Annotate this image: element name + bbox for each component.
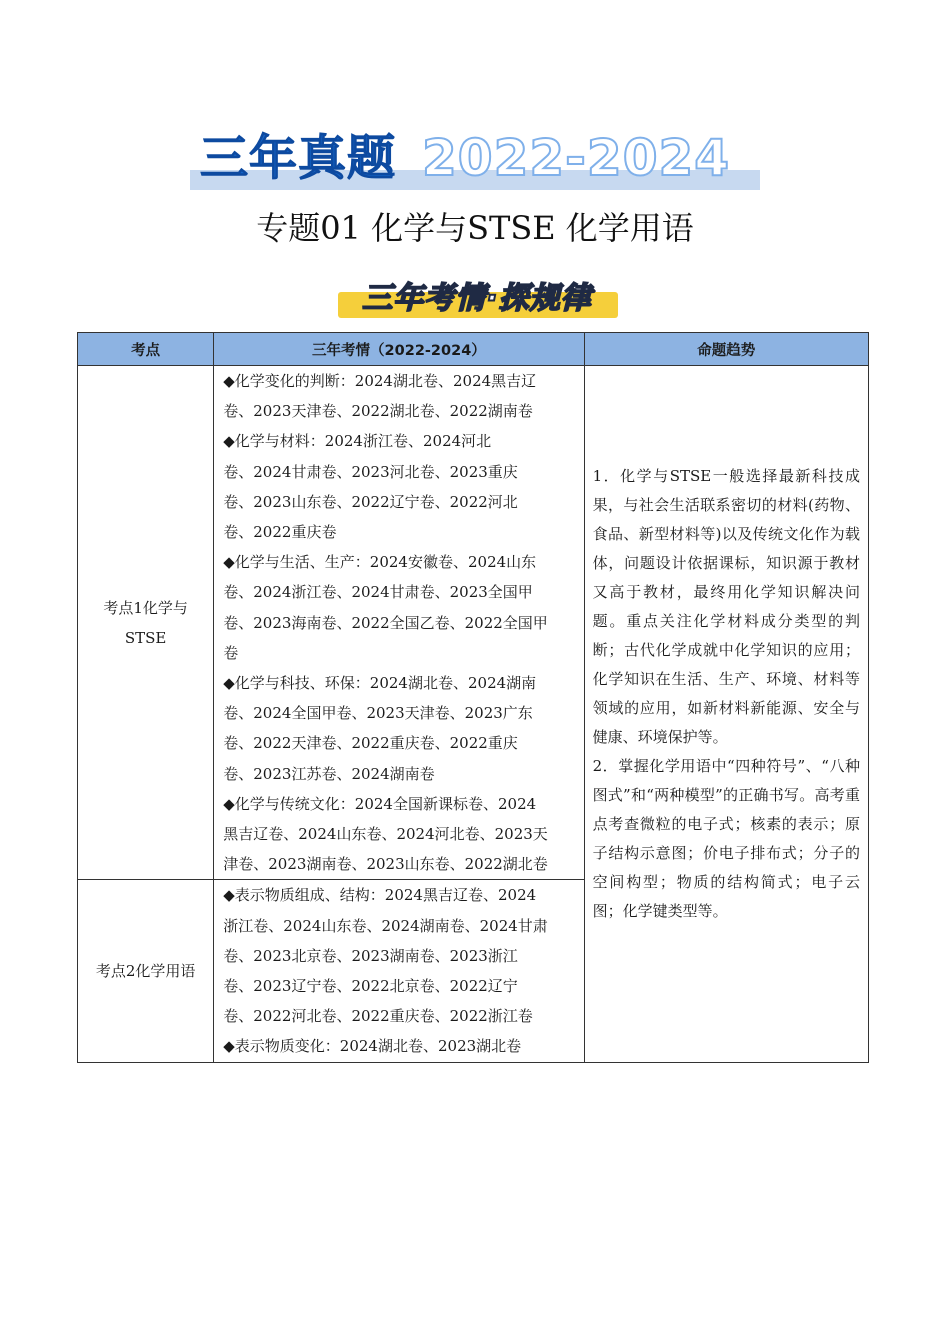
exam-line: ◆化学与传统文化：2024全国新课标卷、2024: [223, 794, 537, 813]
exam-line: 卷、2023海南卷、2022全国乙卷、2022全国甲: [223, 613, 548, 632]
exam-line: ◆化学与科技、环保：2024湖北卷、2024湖南: [223, 674, 537, 693]
banner: [190, 128, 760, 190]
exam-line: ◆化学与生活、生产：2024安徽卷、2024山东: [223, 553, 537, 572]
exam-line: 卷、2023山东卷、2022辽宁卷、2022河北: [223, 492, 518, 511]
exam-line: 卷、2024全国甲卷、2023天津卷、2023广东: [223, 704, 533, 723]
exam-line: 黑吉辽卷、2024山东卷、2024河北卷、2023天: [223, 825, 548, 844]
exam-line: 卷、2024浙江卷、2024甘肃卷、2023全国甲: [223, 583, 533, 602]
exam-line: ◆表示物质组成、结构：2024黑吉辽卷、2024: [223, 886, 537, 905]
exam-line: ◆化学变化的判断：2024湖北卷、2024黑吉辽: [223, 372, 537, 390]
header-topic: 考点: [78, 333, 214, 366]
exam-line: 卷、2023辽宁卷、2022北京卷、2022辽宁: [223, 977, 518, 996]
exam-line: 浙江卷、2024山东卷、2024湖南卷、2024甘肃: [223, 916, 548, 935]
trend-paragraph-1: 1．化学与STSE一般选择最新科技成果，与社会生活联系密切的材料(药物、食品、新型材料等)以及传统文化作为载体，问题设计依据课标，知识源于教材又高于教材，最终用化学知识解决问题。重点关注化学材料成分类型的判断；古代化学成就中化学知识的应用；化学知识在生活、生产、环境、材料等领域的应用，如新材料新能源、安全与健康、环境保护等。: [592, 467, 860, 746]
section-subtitle: [332, 278, 622, 322]
banner-text-years: 2022-2024: [422, 129, 731, 187]
exam-line: 卷、2022重庆卷: [223, 523, 337, 542]
exam-line: 卷、2022天津卷、2022重庆卷、2022重庆: [223, 734, 518, 753]
table-row: [78, 366, 869, 880]
table-header-row: [78, 333, 869, 366]
trend-paragraph-2: 2．掌握化学用语中“四种符号”、“八种图式”和“两种模型”的正确书写。高考重点考查微粒的电子式；核素的表示；原子结构示意图；价电子排布式；分子的空间构型；物质的结构简式；电子云图；化学键类型等。: [592, 757, 860, 920]
exam-situation-cell: [214, 366, 584, 880]
page-title: 专题01 化学与STSE 化学用语: [256, 209, 694, 247]
exam-line: 卷: [223, 643, 239, 662]
exam-line: 卷、2023江苏卷、2024湖南卷: [223, 764, 435, 783]
exam-line: ◆化学与材料：2024浙江卷、2024河北: [223, 432, 492, 451]
exam-analysis-table: [77, 332, 869, 1063]
exam-line: ◆表示物质变化：2024湖北卷、2023湖北卷: [223, 1037, 522, 1056]
banner-text-cn: 三年真题: [200, 130, 397, 186]
trend-cell: [584, 366, 868, 1063]
exam-line: 卷、2022河北卷、2022重庆卷、2022浙江卷: [223, 1007, 533, 1026]
exam-line: 卷、2024甘肃卷、2023河北卷、2023重庆: [223, 462, 518, 481]
exam-line: 津卷、2023湖南卷、2023山东卷、2022湖北卷: [223, 855, 548, 874]
topic-cell: 考点2化学用语: [78, 880, 214, 1062]
header-exam-situation: 三年考情（2022-2024）: [214, 333, 584, 366]
exam-line: 卷、2023天津卷、2022湖北卷、2022湖南卷: [223, 402, 533, 421]
header-trend: 命题趋势: [584, 333, 868, 366]
subtitle-text: 三年考情·探规律: [362, 281, 592, 316]
exam-line: 卷、2023北京卷、2023湖南卷、2023浙江: [223, 946, 518, 965]
exam-situation-cell: [214, 880, 584, 1062]
topic-cell: 考点1化学与STSE: [78, 366, 214, 880]
